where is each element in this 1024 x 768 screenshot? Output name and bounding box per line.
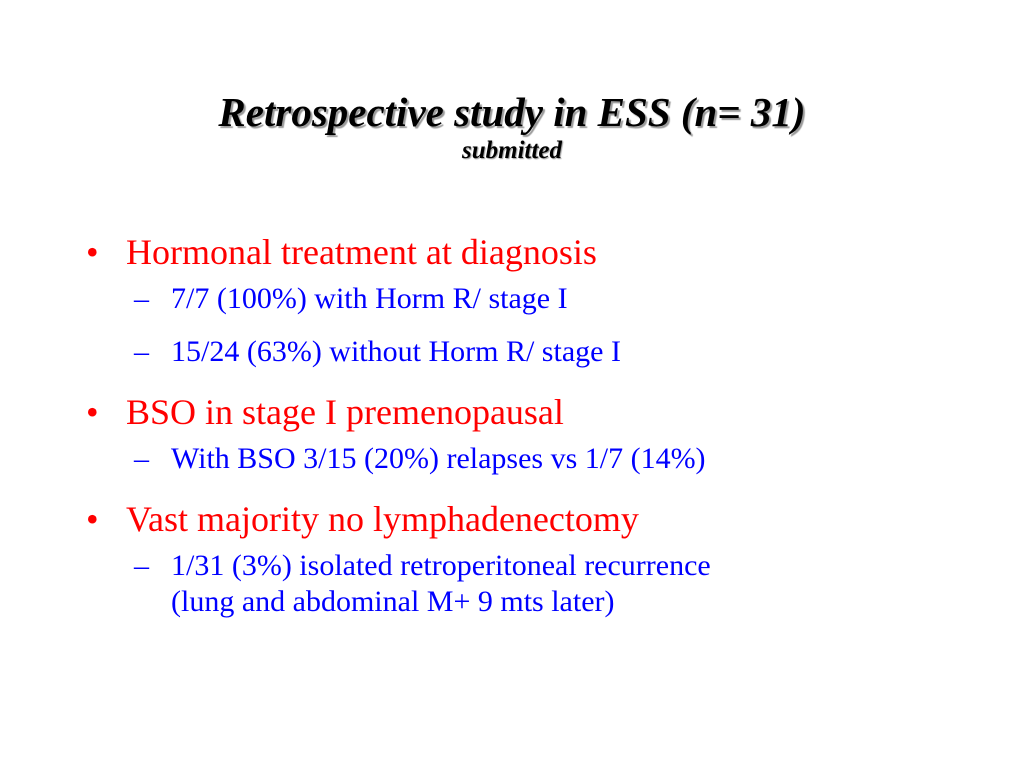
sub-bullet-item [86,334,986,370]
sub-bullet-item [86,281,986,317]
sub-bullet-text: With BSO 3/15 (20%) relapses vs 1/7 (14%) [171,442,706,475]
bullet-marker: • [86,392,99,432]
sub-bullet-text-continuation: (lung and abdominal M+ 9 mts later) [171,585,615,618]
sub-bullet-text: 7/7 (100%) with Horm R/ stage I [171,282,568,315]
sub-bullet-text: 15/24 (63%) without Horm R/ stage I [171,335,621,368]
slide-title: Retrospective study in ESS (n= 31) [218,89,806,135]
bullet-item [86,228,986,276]
sub-bullet-marker: – [134,335,149,368]
bullet-text: Hormonal treatment at diagnosis [126,232,597,272]
sub-bullet-marker: – [134,442,149,475]
bullet-item [86,495,986,543]
bullet-item [86,388,986,436]
bullet-text: BSO in stage I premenopausal [126,392,564,432]
sub-bullet-item [86,548,986,620]
bullet-text: Vast majority no lymphadenectomy [126,499,639,539]
bullet-marker: • [86,499,99,539]
sub-bullet-text: 1/31 (3%) isolated retroperitoneal recurrence [171,549,711,582]
sub-bullet-item [86,441,986,477]
sub-bullet-marker: – [134,549,149,582]
slide-subtitle: submitted [461,137,562,164]
bullet-list [86,228,986,637]
sub-bullet-marker: – [134,282,149,315]
title-block [0,88,1024,166]
bullet-marker: • [86,232,99,272]
